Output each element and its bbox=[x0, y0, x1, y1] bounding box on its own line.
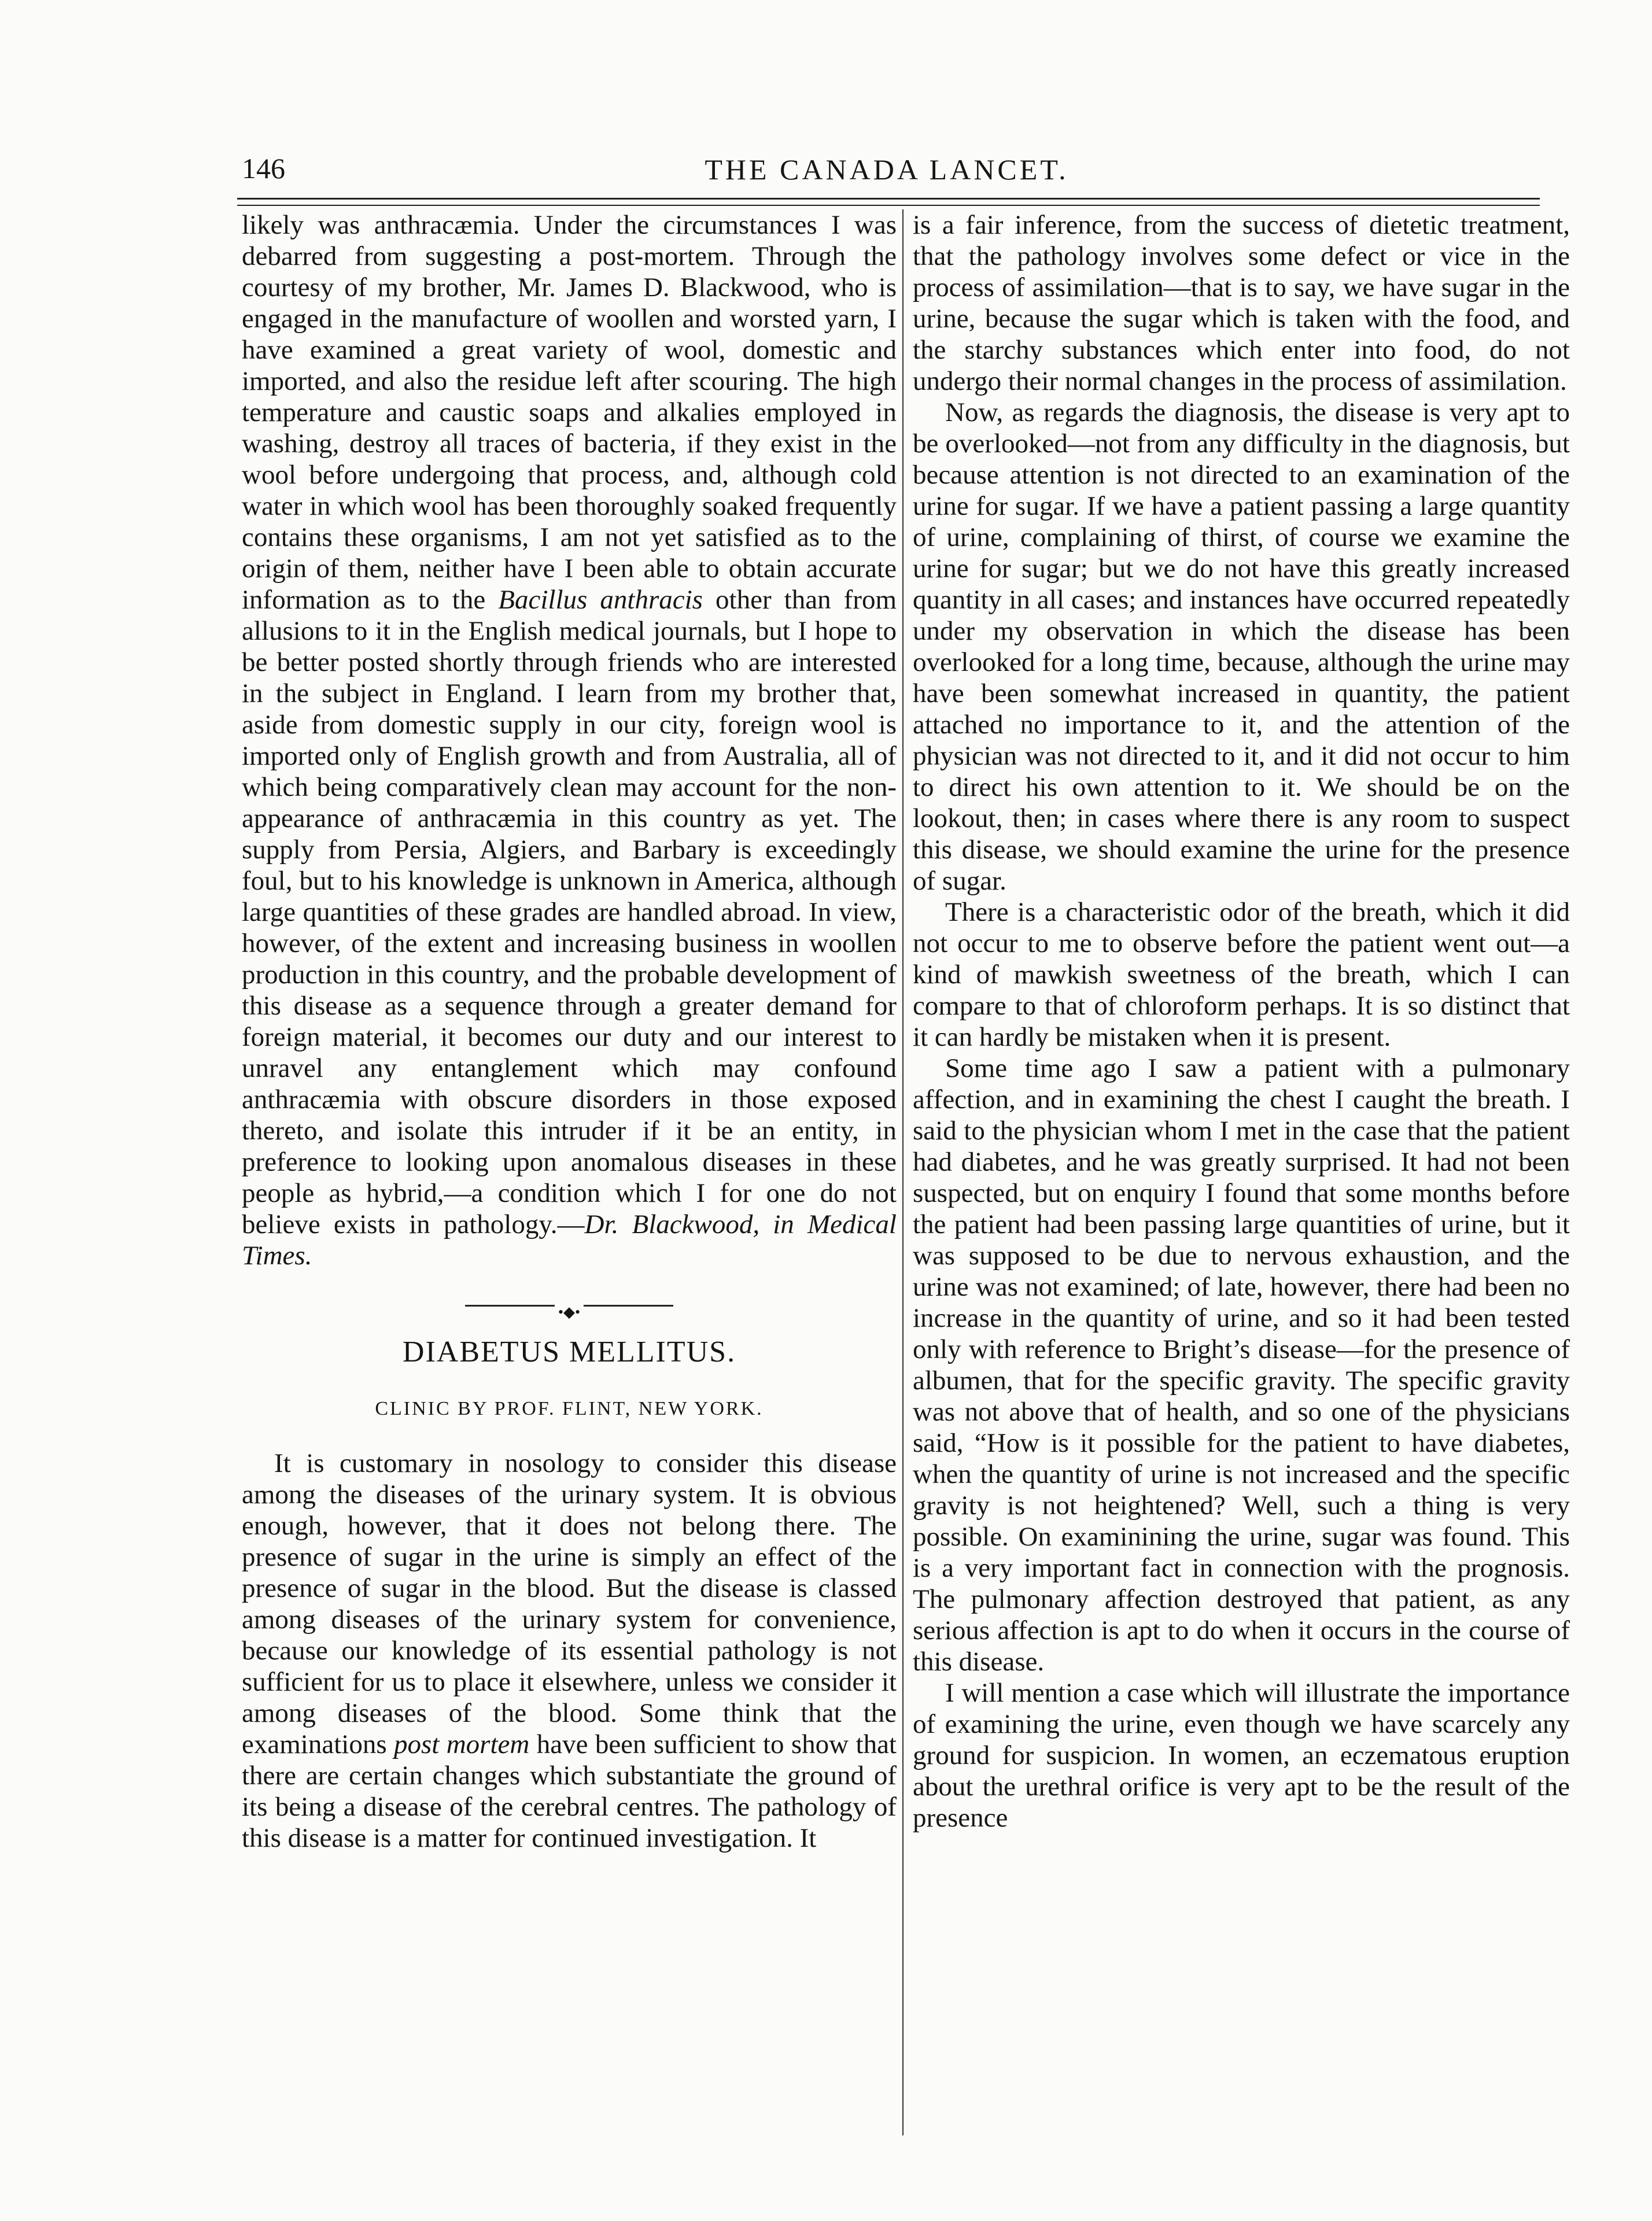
article-paragraph: I will mention a case which will illustrate the importance of examining the urine, even though we have scarcely any ground for suspicion. In women, an eczematous eruption about the urethral orifice is very apt to be the result of the presence bbox=[913, 1678, 1570, 1833]
anthracaemia-paragraph: likely was anthracæmia. Under the circumstances I was debarred from suggesting a post-mortem. Through the courtesy of my brother, Mr. James D. Blackwood, who is engaged in the manufacture of woollen and worsted yarn, I have examined a great variety of wool, domestic and imported, and also the residue left after scouring. The high temperature and caustic soaps and alkalies employed in washing, destroy all traces of bacteria, if they exist in the wool before undergoing that process, and, although cold water in which wool has been thoroughly soaked frequently contains these organisms, I am not yet satisfied as to the origin of them, neither have I been able to obtain accurate information as to the Bacillus anthracis other than from allusions to it in the English medical journals, but I hope to be better posted shortly through friends who are interested in the subject in England. I learn from my brother that, aside from domestic supply in our city, foreign wool is imported only of English growth and from Australia, all of which being comparatively clean may account for the non-appearance of anthracæmia in this country as yet. The supply from Persia, Algiers, and Barbary is exceedingly foul, but to his knowledge is unknown in America, although large quantities of these grades are handled abroad. In view, however, of the extent and increasing business in woollen production in this country, and the probable development of this disease as a sequence through a greater demand for foreign material, it becomes our duty and our interest to unravel any entanglement which may confound anthracæmia with obscure disorders in those exposed thereto, and isolate this intruder if it be an entity, in preference to looking upon anomalous diseases in these people as hybrid,—a condition which I for one do not believe exists in pathology.—Dr. Blackwood, in Medical Times. bbox=[242, 210, 897, 1271]
article-title: DIABETUS MELLITUS. bbox=[402, 1335, 736, 1368]
article-paragraph: is a fair inference, from the success of dietetic treatment, that the pathology involves some defect or vice in the process of assimilation—that is to say, we have sugar in the urine, because the sugar which is taken with the food, and the starchy substances which enter into food, do not undergo their normal changes in the process of assimilation. bbox=[913, 210, 1570, 396]
header-rule bbox=[237, 198, 1540, 200]
source-citation: Dr. Blackwood, in Medical Times. bbox=[242, 1209, 897, 1271]
article-paragraph: There is a characteristic odor of the breath, which it did not occur to me to observe before the patient went out—a kind of mawkish sweetness of the breath, which I can compare to that of chloroform perhaps. It is so distinct that it can hardly be mistaken when it is present. bbox=[913, 897, 1570, 1052]
header-rule-thin bbox=[237, 205, 1540, 206]
page-number: 146 bbox=[242, 152, 285, 185]
article-paragraph: Now, as regards the diagnosis, the disease is very apt to be overlooked—not from any difficulty in the diagnosis, but because attention is not directed to an examination of the urine for sugar. If we have a patient passing a large quantity of urine, complaining of thirst, of course we examine the urine for sugar; but we do not have this greatly increased quantity in all cases; and instances have occurred repeatedly under my observation in which the disease has been overlooked for a long time, because, although the urine may have been somewhat increased in quantity, the patient attached no importance to it, and the attention of the physician was not directed to it, and it did not occur to him to direct his own attention to it. We should be on the lookout, then; in cases where there is any room to suspect this disease, we should examine the urine for the presence of sugar. bbox=[913, 397, 1570, 896]
right-column bbox=[913, 209, 1570, 1833]
section-separator bbox=[465, 1304, 673, 1320]
left-column bbox=[242, 209, 897, 1854]
page-header bbox=[242, 152, 1532, 198]
article-paragraph: Some time ago I saw a patient with a pulmonary affection, and in examining the chest I caught the breath. I said to the physician whom I met in the case that the patient had diabetes, and he was greatly surprised. It had not been suspected, but on enquiry I found that some months before the patient had been passing large quantities of urine, but it was supposed to be due to nervous exhaustion, and the urine was not examined; of late, however, there had been no increase in the quantity of urine, and so it had been tested only with reference to Bright’s disease—for the presence of albumen, that for the specific gravity. The specific gravity was not above that of health, and so one of the physicians said, “How is it possible for the patient to have diabetes, when the quantity of urine is not increased and the specific gravity is not heightened? Well, such a thing is very possible. On examinining the urine, sugar was found. This is a very important fact in connection with the prognosis. The pulmonary affection destroyed that patient, as any serious affection is apt to do when it occurs in the course of this disease. bbox=[913, 1053, 1570, 1677]
running-title: THE CANADA LANCET. bbox=[705, 153, 1069, 186]
ornament-icon: •◆• bbox=[555, 1297, 584, 1328]
column-divider bbox=[902, 209, 904, 2135]
article-byline: CLINIC BY PROF. FLINT, NEW YORK. bbox=[375, 1398, 764, 1419]
article-paragraph: It is customary in nosology to consider this disease among the diseases of the urinary system. It is obvious enough, however, that it does not belong there. The presence of sugar in the urine is simply an effect of the presence of sugar in the blood. But the disease is classed among diseases of the urinary system for convenience, because our knowledge of its essential pathology is not sufficient for us to place it elsewhere, unless we consider it among diseases of the blood. Some think that the examinations post mortem have been sufficient to show that there are certain changes which substantiate the ground of its being a disease of the cerebral centres. The pathology of this disease is a matter for continued investigation. It bbox=[242, 1448, 897, 1853]
